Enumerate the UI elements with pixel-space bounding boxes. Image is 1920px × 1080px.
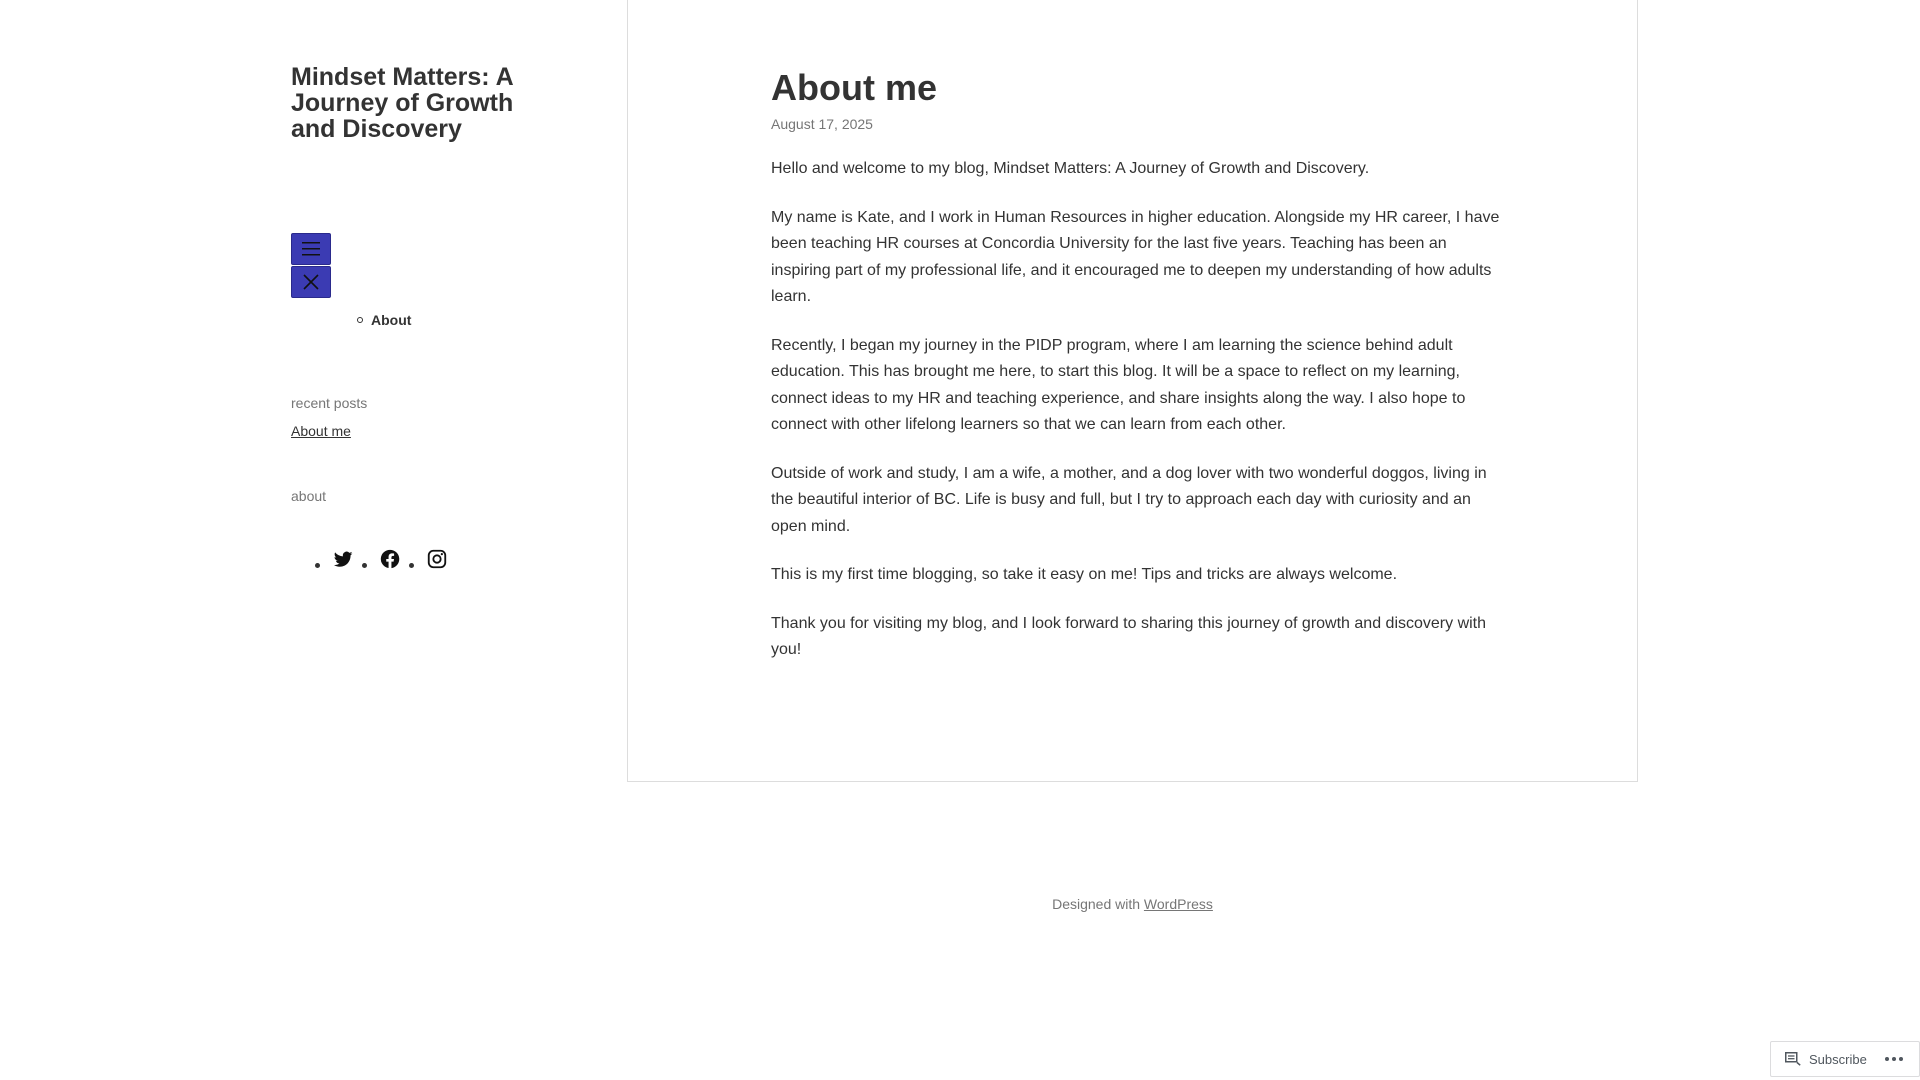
site-title[interactable]: Mindset Matters: A Journey of Growth and Discovery bbox=[291, 63, 514, 143]
post-article bbox=[771, 66, 1501, 686]
hamburger-icon bbox=[302, 242, 320, 256]
instagram-icon[interactable] bbox=[426, 548, 448, 570]
about-widget-title: about bbox=[291, 488, 327, 504]
menu-item-label: About bbox=[371, 312, 412, 328]
subscribe-label: Subscribe bbox=[1809, 1051, 1867, 1067]
site-footer bbox=[627, 896, 1638, 912]
post-paragraph: Thank you for visiting my blog, and I look forward to sharing this journey of growth and discovery with you! bbox=[771, 614, 1487, 658]
recent-post-link[interactable]: About me bbox=[291, 423, 351, 439]
close-icon bbox=[303, 274, 319, 290]
primary-menu bbox=[371, 310, 411, 330]
post-paragraph: Recently, I began my journey in the PIDP program, where I am learning the science behind adult education. This has brought me here, to start this blog. It will be a space to reflect on my learning, connect ideas to my HR and teaching experience, and share insights along the way. I also hope to connect with other lifelong learners so that we can learn from each other. bbox=[771, 336, 1466, 433]
post-date[interactable]: August 17, 2025 bbox=[771, 116, 873, 132]
reader-icon bbox=[1785, 1052, 1801, 1066]
list-bullet bbox=[315, 563, 320, 568]
wordpress-link[interactable]: WordPress bbox=[1143, 896, 1213, 912]
footer-credit-text: Designed with bbox=[1052, 896, 1144, 912]
post-paragraph: Hello and welcome to my blog, Mindset Matters: A Journey of Growth and Discovery. bbox=[771, 160, 1370, 177]
menu-close-button[interactable] bbox=[291, 266, 331, 298]
bullet-icon bbox=[357, 317, 363, 323]
subscribe-button[interactable] bbox=[1771, 1052, 1867, 1067]
recent-posts-title: recent posts bbox=[291, 395, 368, 411]
post-title: About me bbox=[771, 67, 937, 108]
menu-open-button[interactable] bbox=[291, 233, 331, 265]
post-paragraph: Outside of work and study, I am a wife, a mother, and a dog lover with two wonderful doggos, living in the beautiful interior of BC. Life is busy and full, but I try to approach each day with curiosity and an open mind. bbox=[771, 464, 1487, 535]
social-links bbox=[315, 548, 456, 570]
social-item-twitter[interactable] bbox=[315, 548, 354, 570]
post-content bbox=[771, 156, 1501, 664]
post-paragraph: My name is Kate, and I work in Human Resources in higher education. Alongside my HR career, I have been teaching HR courses at Concordia University for the last five years. Teaching has been an inspiring part of my professional life, and it encouraged me to deepen my understanding of how adults learn. bbox=[771, 208, 1500, 305]
list-bullet bbox=[409, 563, 414, 568]
more-dots-icon[interactable] bbox=[1885, 1057, 1906, 1061]
twitter-icon[interactable] bbox=[332, 548, 354, 570]
social-item-instagram[interactable] bbox=[409, 548, 448, 570]
post-paragraph: This is my first time blogging, so take it easy on me! Tips and tricks are always welcome. bbox=[771, 566, 1398, 583]
menu-item-about[interactable] bbox=[371, 310, 411, 330]
social-item-facebook[interactable] bbox=[362, 548, 401, 570]
list-bullet bbox=[362, 563, 367, 568]
facebook-icon[interactable] bbox=[379, 548, 401, 570]
subscribe-bar bbox=[1770, 1041, 1920, 1077]
